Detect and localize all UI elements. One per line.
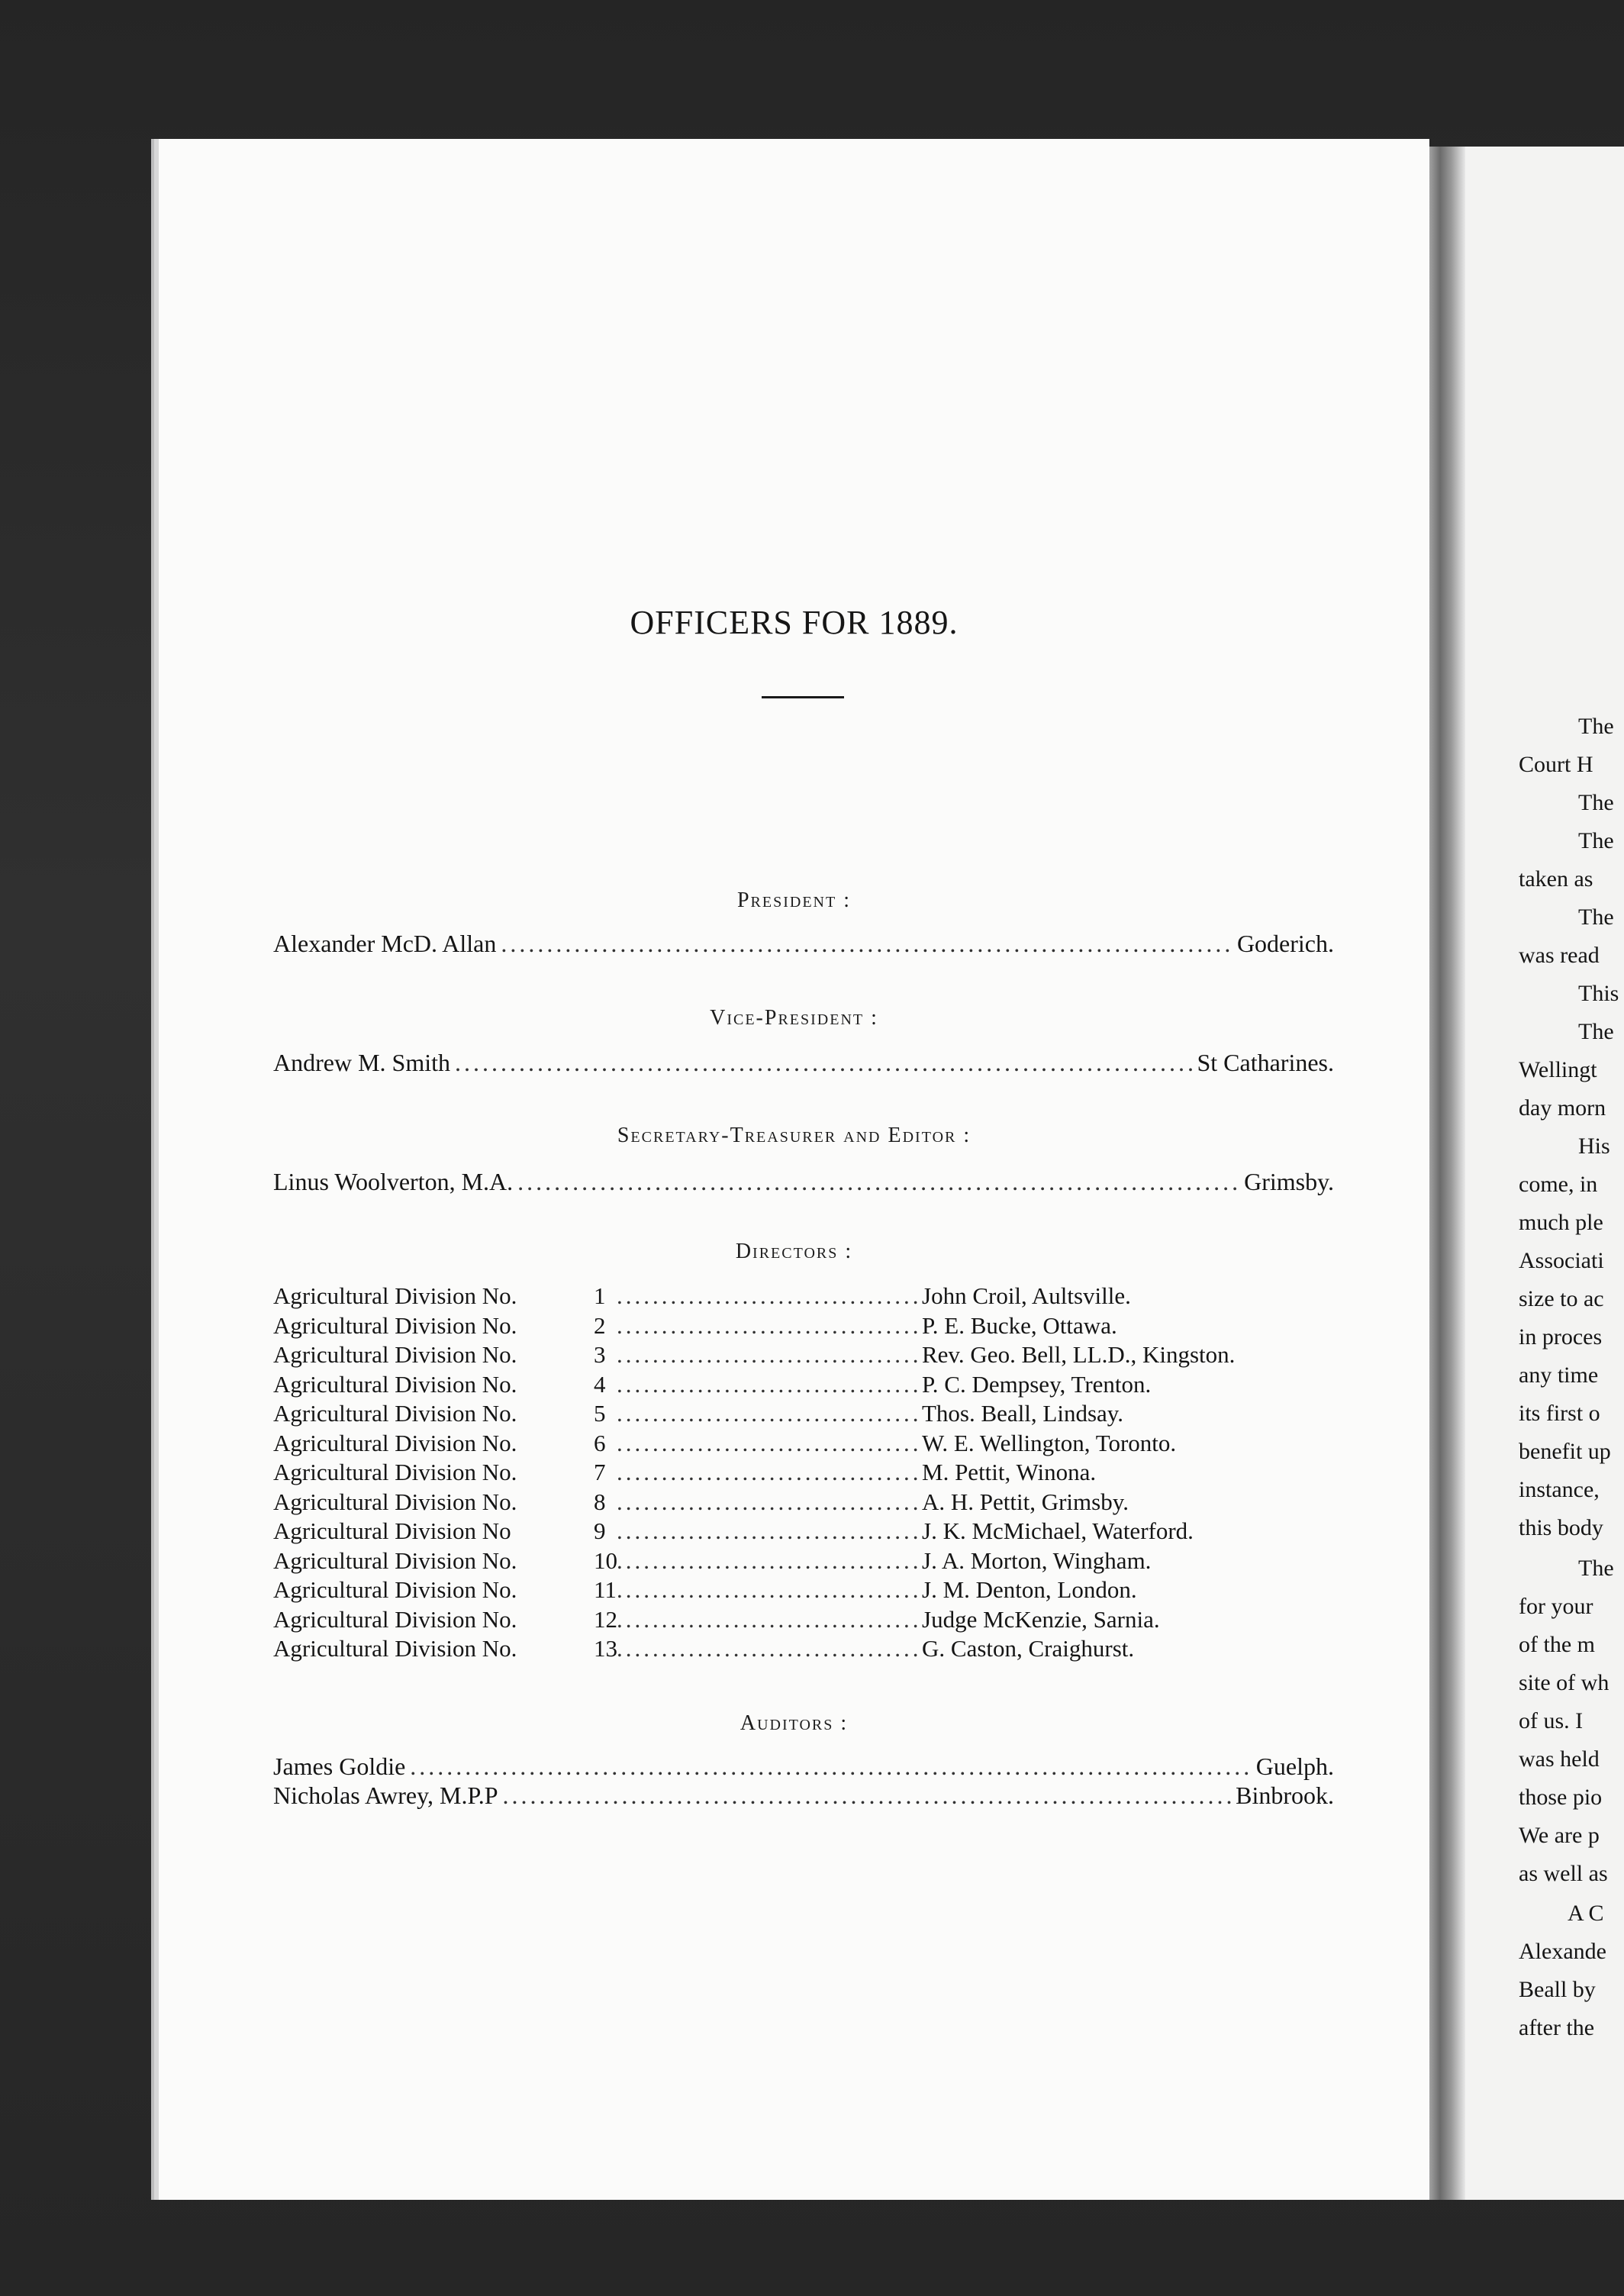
facing-page-line: this body [1519, 1515, 1603, 1540]
facing-page-line: This [1578, 981, 1619, 1006]
division-label: Agricultural Division No. [273, 1488, 517, 1515]
facing-page-line: those pio [1519, 1785, 1603, 1810]
facing-page-line: The [1578, 1556, 1614, 1581]
facing-page-line: was read [1519, 943, 1600, 968]
facing-page-line: any time [1519, 1362, 1599, 1388]
auditor-line [273, 1753, 1334, 1781]
division-number: 10 [594, 1546, 617, 1574]
vice-president-line [273, 1049, 1334, 1077]
division-label: Agricultural Division No. [273, 1370, 517, 1398]
facing-page-line: in proces [1519, 1324, 1603, 1350]
president-place: Goderich. [1236, 930, 1334, 957]
division-number: 13 [594, 1635, 617, 1662]
facing-page-line: taken as [1519, 866, 1593, 892]
facing-page-line: as well as [1519, 1861, 1608, 1886]
secretary-heading: Secretary-Treasurer and Editor : [617, 1124, 972, 1147]
secretary-place: Grimsby. [1244, 1168, 1334, 1195]
leader-dots [455, 1049, 1192, 1077]
facing-page-line: Alexande [1519, 1939, 1606, 1964]
director-row [273, 1371, 1151, 1400]
director-row [273, 1488, 1129, 1517]
director-name: Judge McKenzie, Sarnia. [922, 1605, 1160, 1633]
auditor-line [273, 1782, 1334, 1810]
leader-dots [617, 1606, 922, 1633]
division-number: 3 [594, 1341, 606, 1368]
director-name: John Croil, Aultsville. [922, 1282, 1131, 1309]
director-row [273, 1341, 1235, 1370]
facing-page-line: Court H [1519, 752, 1593, 777]
leader-dots [617, 1459, 922, 1486]
facing-page-line: Beall by [1519, 1977, 1596, 2002]
division-label: Agricultural Division No. [273, 1605, 517, 1633]
division-number: 9 [594, 1517, 606, 1544]
division-number: 5 [594, 1400, 606, 1427]
facing-page-line: come, in [1519, 1172, 1598, 1197]
division-number: 11 [594, 1576, 617, 1603]
director-name: P. C. Dempsey, Trenton. [922, 1370, 1152, 1398]
division-number: 1 [594, 1282, 606, 1309]
facing-page-line: His [1578, 1133, 1610, 1159]
director-name: J. K. McMichael, Waterford. [922, 1517, 1194, 1544]
leader-dots [617, 1282, 922, 1310]
vice-president-place: St Catharines. [1197, 1049, 1334, 1076]
page-title: OFFICERS FOR 1889. [630, 604, 959, 641]
leader-dots [617, 1517, 922, 1545]
facing-page-line: The [1578, 828, 1614, 853]
division-label: Agricultural Division No. [273, 1459, 517, 1485]
director-row [273, 1312, 1117, 1341]
division-label: Agricultural Division No. [273, 1400, 517, 1427]
president-name: Alexander McD. Allan [273, 930, 497, 957]
division-label: Agricultural Division No. [273, 1429, 517, 1456]
secretary-name: Linus Woolverton, M.A. [273, 1168, 514, 1195]
division-label: Agricultural Division No. [273, 1546, 517, 1574]
director-name: W. E. Wellington, Toronto. [922, 1429, 1177, 1456]
president-heading: President : [736, 888, 851, 912]
facing-page-line: of us. I [1519, 1708, 1584, 1733]
facing-page-line: instance, [1519, 1477, 1600, 1502]
auditors-heading: Auditors : [740, 1711, 849, 1735]
division-number: 4 [594, 1370, 606, 1398]
director-name: Rev. Geo. Bell, LL.D., Kingston. [922, 1341, 1236, 1368]
division-label: Agricultural Division No. [273, 1635, 517, 1662]
director-name: A. H. Pettit, Grimsby. [922, 1488, 1129, 1515]
director-row [273, 1635, 1134, 1664]
director-row [273, 1282, 1131, 1311]
director-row [273, 1430, 1176, 1459]
division-label: Agricultural Division No [273, 1517, 511, 1544]
document-page [159, 139, 1429, 2200]
division-label: Agricultural Division No. [273, 1282, 517, 1309]
auditor-name: James Goldie [273, 1753, 406, 1780]
director-row [273, 1459, 1096, 1488]
leader-dots [501, 930, 1232, 958]
facing-page-line: The [1578, 714, 1614, 739]
director-name: J. M. Denton, London. [922, 1576, 1137, 1603]
division-number: 2 [594, 1311, 606, 1339]
title-rule [762, 696, 844, 698]
vice-president-name: Andrew M. Smith [273, 1049, 450, 1076]
leader-dots [617, 1341, 922, 1369]
secretary-line [273, 1168, 1334, 1196]
facing-page-line: much ple [1519, 1210, 1603, 1235]
division-number: 12 [594, 1605, 617, 1633]
facing-page-line: its first o [1519, 1401, 1600, 1426]
division-number: 6 [594, 1429, 606, 1456]
facing-page-line: day morn [1519, 1095, 1606, 1121]
facing-page-line: Associati [1519, 1248, 1604, 1273]
facing-page-line: The [1578, 905, 1614, 930]
facing-page-line: size to ac [1519, 1286, 1604, 1311]
facing-page-line: site of wh [1519, 1670, 1610, 1695]
division-label: Agricultural Division No. [273, 1576, 517, 1603]
directors-heading: Directors : [735, 1240, 853, 1263]
director-name: J. A. Morton, Wingham. [922, 1546, 1152, 1574]
leader-dots [517, 1168, 1239, 1196]
division-number: 8 [594, 1488, 606, 1515]
facing-page-line: A C [1568, 1901, 1604, 1926]
facing-page-line: for your [1519, 1594, 1593, 1619]
director-row [273, 1517, 1194, 1546]
facing-page-line: of the m [1519, 1632, 1595, 1657]
leader-dots [617, 1371, 922, 1398]
leader-dots [617, 1547, 922, 1575]
facing-page-line: The [1578, 790, 1614, 815]
vice-president-heading: Vice-President : [710, 1006, 878, 1030]
leader-dots [617, 1312, 922, 1340]
director-row [273, 1547, 1151, 1576]
facing-page-line: after the [1519, 2015, 1595, 2040]
director-name: Thos. Beall, Lindsay. [922, 1400, 1124, 1427]
division-label: Agricultural Division No. [273, 1341, 517, 1368]
leader-dots [617, 1576, 922, 1604]
leader-dots [617, 1430, 922, 1457]
president-line [273, 930, 1334, 958]
division-label: Agricultural Division No. [273, 1311, 517, 1339]
director-row [273, 1576, 1137, 1605]
auditor-place: Guelph. [1255, 1753, 1334, 1780]
division-number: 7 [594, 1459, 606, 1485]
leader-dots [617, 1635, 922, 1662]
facing-page-line: We are p [1519, 1823, 1600, 1848]
director-row [273, 1400, 1123, 1429]
auditor-place: Binbrook. [1236, 1782, 1334, 1809]
facing-page-line: was held [1519, 1746, 1600, 1772]
leader-dots [503, 1782, 1232, 1810]
facing-page-line: benefit up [1519, 1439, 1611, 1464]
leader-dots [617, 1488, 922, 1516]
director-name: P. E. Bucke, Ottawa. [922, 1311, 1117, 1339]
facing-page-line: The [1578, 1019, 1614, 1044]
leader-dots [617, 1400, 922, 1427]
auditor-name: Nicholas Awrey, M.P.P [273, 1782, 498, 1809]
leader-dots [410, 1753, 1252, 1781]
director-name: G. Caston, Craighurst. [922, 1635, 1135, 1662]
facing-page-line: Wellingt [1519, 1057, 1597, 1082]
director-row [273, 1606, 1160, 1635]
director-name: M. Pettit, Winona. [922, 1459, 1097, 1485]
